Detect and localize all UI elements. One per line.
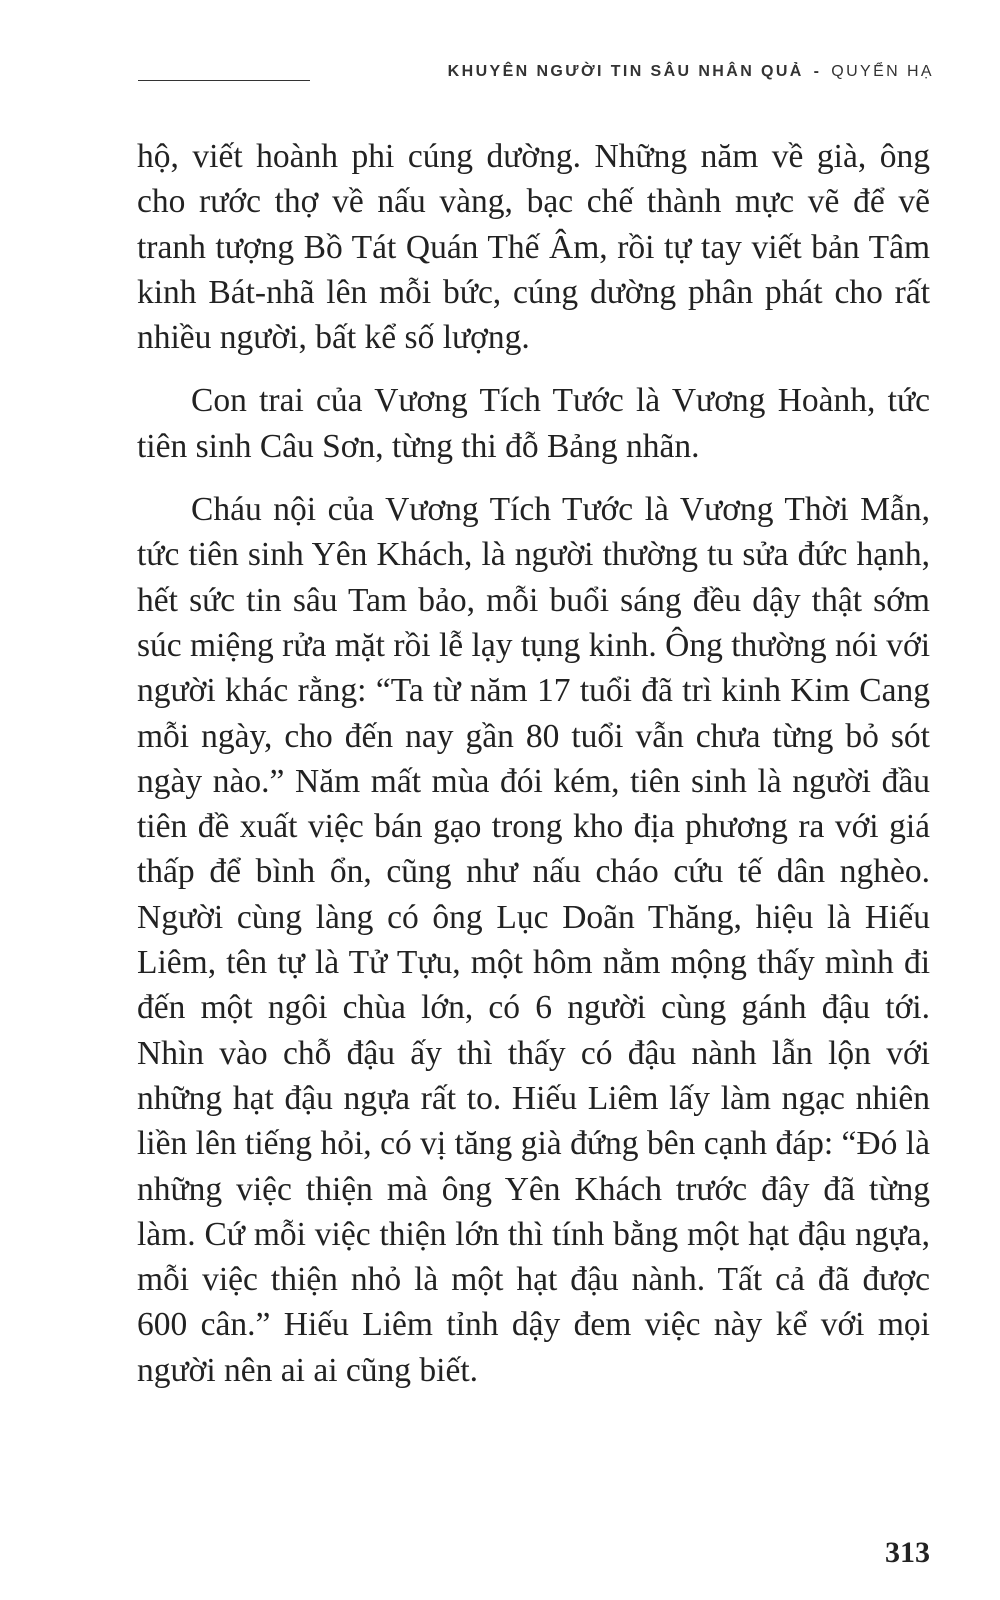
page-body bbox=[137, 134, 930, 1411]
paragraph-2: Con trai của Vương Tích Tước là Vương Hoành, tức tiên sinh Câu Sơn, từng thi đỗ Bảng nhãn. bbox=[137, 382, 930, 465]
header-separator: - bbox=[813, 63, 822, 80]
page-number: 313 bbox=[885, 1536, 930, 1569]
volume-label: QUYỂN HẠ bbox=[831, 63, 934, 80]
paragraph-3: Cháu nội của Vương Tích Tước là Vương Thời Mẫn, tức tiên sinh Yên Khách, là người thường tu sửa đức hạnh, hết sức tin sâu Tam bảo, mỗi buổi sáng đều dậy thật sớm súc miệng rửa mặt rồi lễ lạy tụng kinh. Ông thường nói với người khác rằng: “Ta từ năm 17 tuổi đã trì kinh Kim Cang mỗi ngày, cho đến nay gần 80 tuổi vẫn chưa từng bỏ sót ngày nào.” Năm mất mùa đói kém, tiên sinh là người đầu tiên đề xuất việc bán gạo trong kho địa phương ra với giá thấp để bình ổn, cũng như nấu cháo cứu tế dân nghèo. Người cùng làng có ông Lục Doãn Thăng, hiệu là Hiếu Liêm, tên tự là Tử Tựu, một hôm nằm mộng thấy mình đi đến một ngôi chùa lớn, có 6 người cùng gánh đậu tới. Nhìn vào chỗ đậu ấy thì thấy có đậu nành lẫn lộn với những hạt đậu ngựa rất to. Hiếu Liêm lấy làm ngạc nhiên liền lên tiếng hỏi, có vị tăng già đứng bên cạnh đáp: “Đó là những việc thiện mà ông Yên Khách trước đây đã từng làm. Cứ mỗi việc thiện lớn thì tính bằng một hạt đậu ngựa, mỗi việc thiện nhỏ là một hạt đậu nành. Tất cả đã được 600 cân.” Hiếu Liêm tỉnh dậy đem việc này kể với mọi người nên ai ai cũng biết. bbox=[137, 491, 930, 1389]
paragraph-1: hộ, viết hoành phi cúng dường. Những năm về già, ông cho rước thợ về nấu vàng, bạc chế thành mực vẽ để vẽ tranh tượng Bồ Tát Quán Thế Âm, rồi tự tay viết bản Tâm kinh Bát-nhã lên mỗi bức, cúng dường phân phát cho rất nhiều người, bất kể số lượng. bbox=[137, 138, 930, 357]
book-title: KHUYÊN NGƯỜI TIN SÂU NHÂN QUẢ bbox=[447, 63, 804, 80]
header-rule bbox=[138, 80, 310, 81]
running-header bbox=[448, 63, 934, 81]
